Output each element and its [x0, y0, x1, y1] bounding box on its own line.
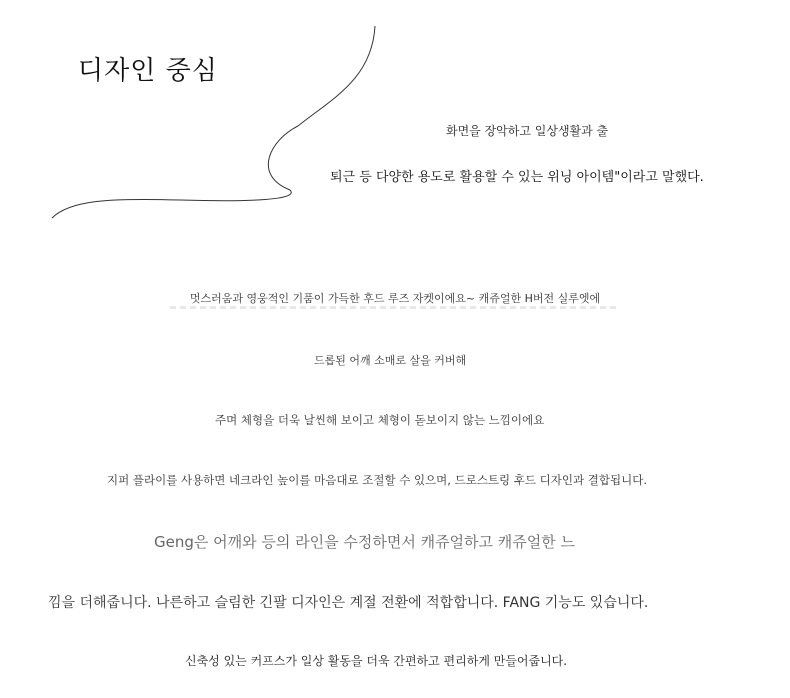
paragraph-1: 멋스러움과 영웅적인 기품이 가득한 후드 루즈 자켓이에요~ 캐쥬얼한 H버전 실루엣에	[189, 292, 601, 305]
page-heading: 디자인 중심	[78, 56, 218, 86]
paragraph-6: 낌을 더해줍니다. 나른하고 슬림한 긴팔 디자인은 계절 전환에 적합합니다. FANG 기능도 있습니다.	[48, 595, 649, 611]
intro-line-2: 퇴근 등 다양한 용도로 활용할 수 있는 위닝 아이템"이라고 말했다.	[330, 170, 704, 185]
paragraph-7: 신축성 있는 커프스가 일상 활동을 더욱 간편하고 편리하게 만들어줍니다.	[185, 654, 568, 668]
intro-line-1: 화면을 장악하고 일상생활과 출	[446, 124, 609, 138]
paragraph-5: Geng은 어깨와 등의 라인을 수정하면서 캐쥬얼하고 캐쥬얼한 느	[154, 533, 576, 551]
paragraph-4: 지퍼 플라이를 사용하면 네크라인 높이를 마음대로 조절할 수 있으며, 드로스트링 후드 디자인과 결합됩니다.	[107, 473, 647, 487]
paragraph-3: 주며 체형을 더욱 날씬해 보이고 체형이 돋보이지 않는 느낌이에요	[215, 413, 545, 427]
paragraph-2: 드롭된 어깨 소매로 살을 커버해	[314, 354, 467, 367]
faded-text-remnant	[170, 306, 620, 309]
